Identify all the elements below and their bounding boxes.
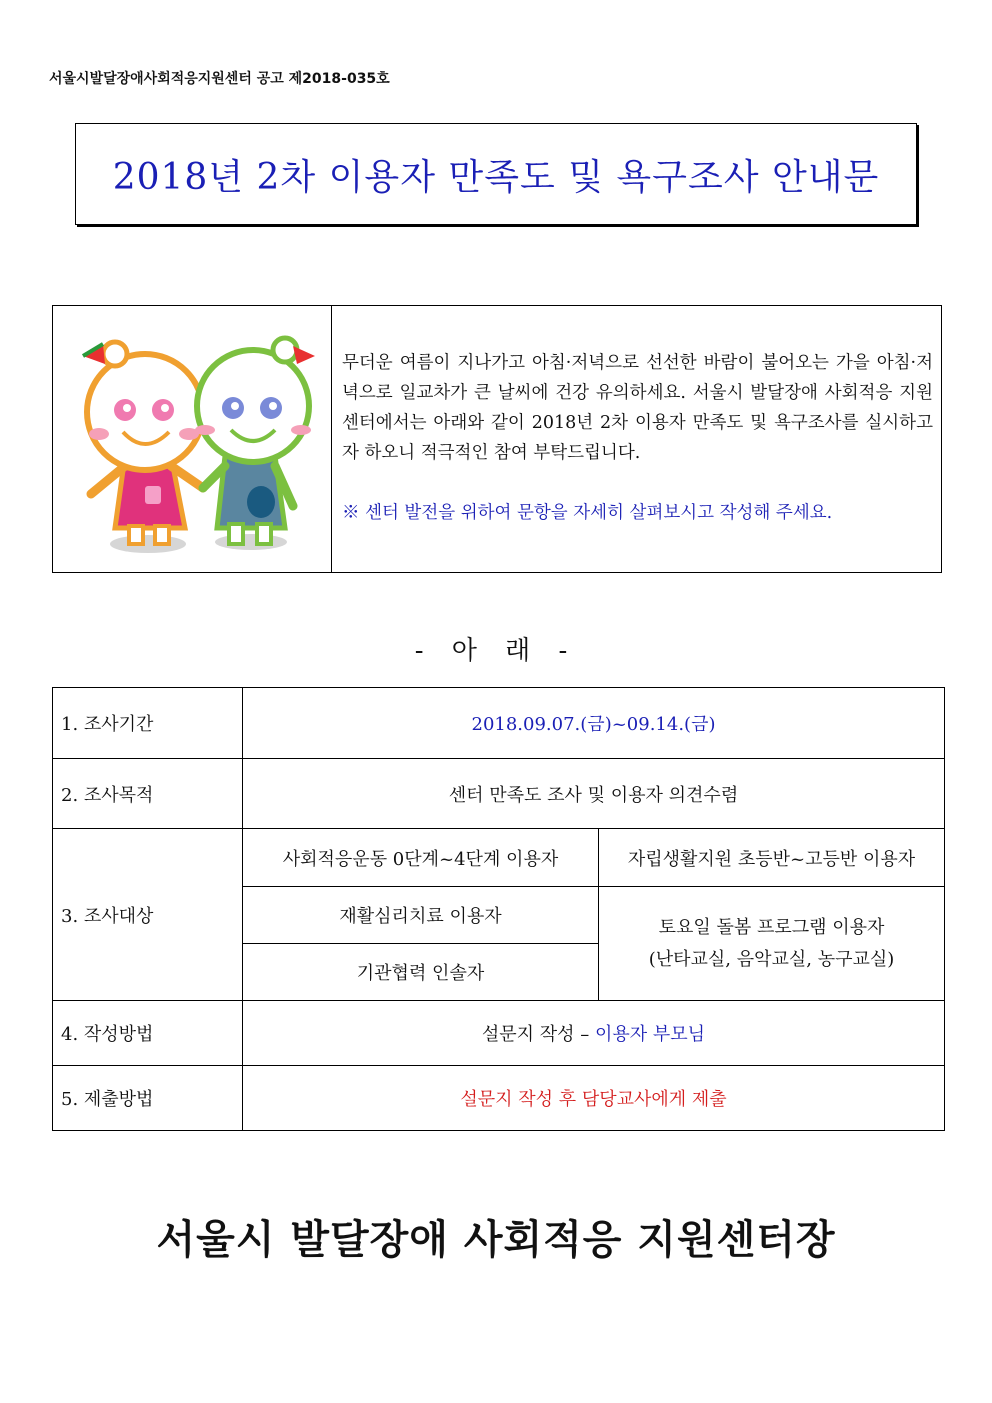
mascot-illustration — [53, 306, 332, 572]
row-label: 3. 조사대상 — [53, 829, 243, 1001]
target-d-cell — [599, 887, 945, 1001]
row-label: 2. 조사목적 — [53, 759, 243, 829]
method-prefix: 설문지 작성 – — [481, 1024, 596, 1045]
intro-box — [52, 305, 942, 573]
section-heading: - 아 래 - — [414, 636, 578, 666]
target-c: 재활심리치료 이용자 — [243, 887, 599, 944]
table-row — [53, 1001, 945, 1066]
footer-signature: 서울시 발달장애 사회적응 지원센터장 — [156, 1217, 836, 1263]
table-row — [53, 688, 945, 759]
purpose-value: 센터 만족도 조사 및 이용자 의견수렴 — [243, 759, 945, 829]
method-highlight: 이용자 부모님 — [595, 1024, 706, 1045]
info-table — [52, 687, 945, 1131]
target-e: 기관협력 인솔자 — [243, 944, 599, 1001]
page-title: 2018년 2차 이용자 만족도 및 욕구조사 안내문 — [112, 156, 880, 198]
table-row — [53, 759, 945, 829]
target-b: 자립생활지원 초등반~고등반 이용자 — [599, 829, 945, 887]
submit-value: 설문지 작성 후 담당교사에게 제출 — [243, 1066, 945, 1131]
mascot-icon — [53, 306, 331, 572]
title-box — [75, 123, 917, 225]
method-value — [243, 1001, 945, 1066]
row-label: 5. 제출방법 — [53, 1066, 243, 1131]
notice-number: 서울시발달장애사회적응지원센터 공고 제2018-035호 — [49, 71, 390, 87]
period-value: 2018.09.07.(금)~09.14.(금) — [243, 688, 945, 759]
row-label: 1. 조사기간 — [53, 688, 243, 759]
intro-text — [332, 306, 941, 572]
target-d-detail: (난타교실, 음악교실, 농구교실) — [648, 948, 895, 970]
intro-note: ※ 센터 발전을 위하여 문항을 자세히 살펴보시고 작성해 주세요. — [342, 503, 833, 523]
target-a: 사회적응운동 0단계~4단계 이용자 — [243, 829, 599, 887]
table-row — [53, 1066, 945, 1131]
target-d: 토요일 돌봄 프로그램 이용자 — [658, 916, 885, 938]
table-row — [53, 829, 945, 887]
intro-body: 무더운 여름이 지나가고 아침·저녁으로 선선한 바람이 불어오는 가을 아침·저녁으로 일교차가 큰 날씨에 건강 유의하세요. 서울시 발달장애 사회적응 지원센터에서는 아래와 같이 2018년 2차 이용자 만족도 및 욕구조사를 실시하고자 하오니 적극적인 참여 부탁드립니다. — [342, 353, 933, 463]
row-label: 4. 작성방법 — [53, 1001, 243, 1066]
